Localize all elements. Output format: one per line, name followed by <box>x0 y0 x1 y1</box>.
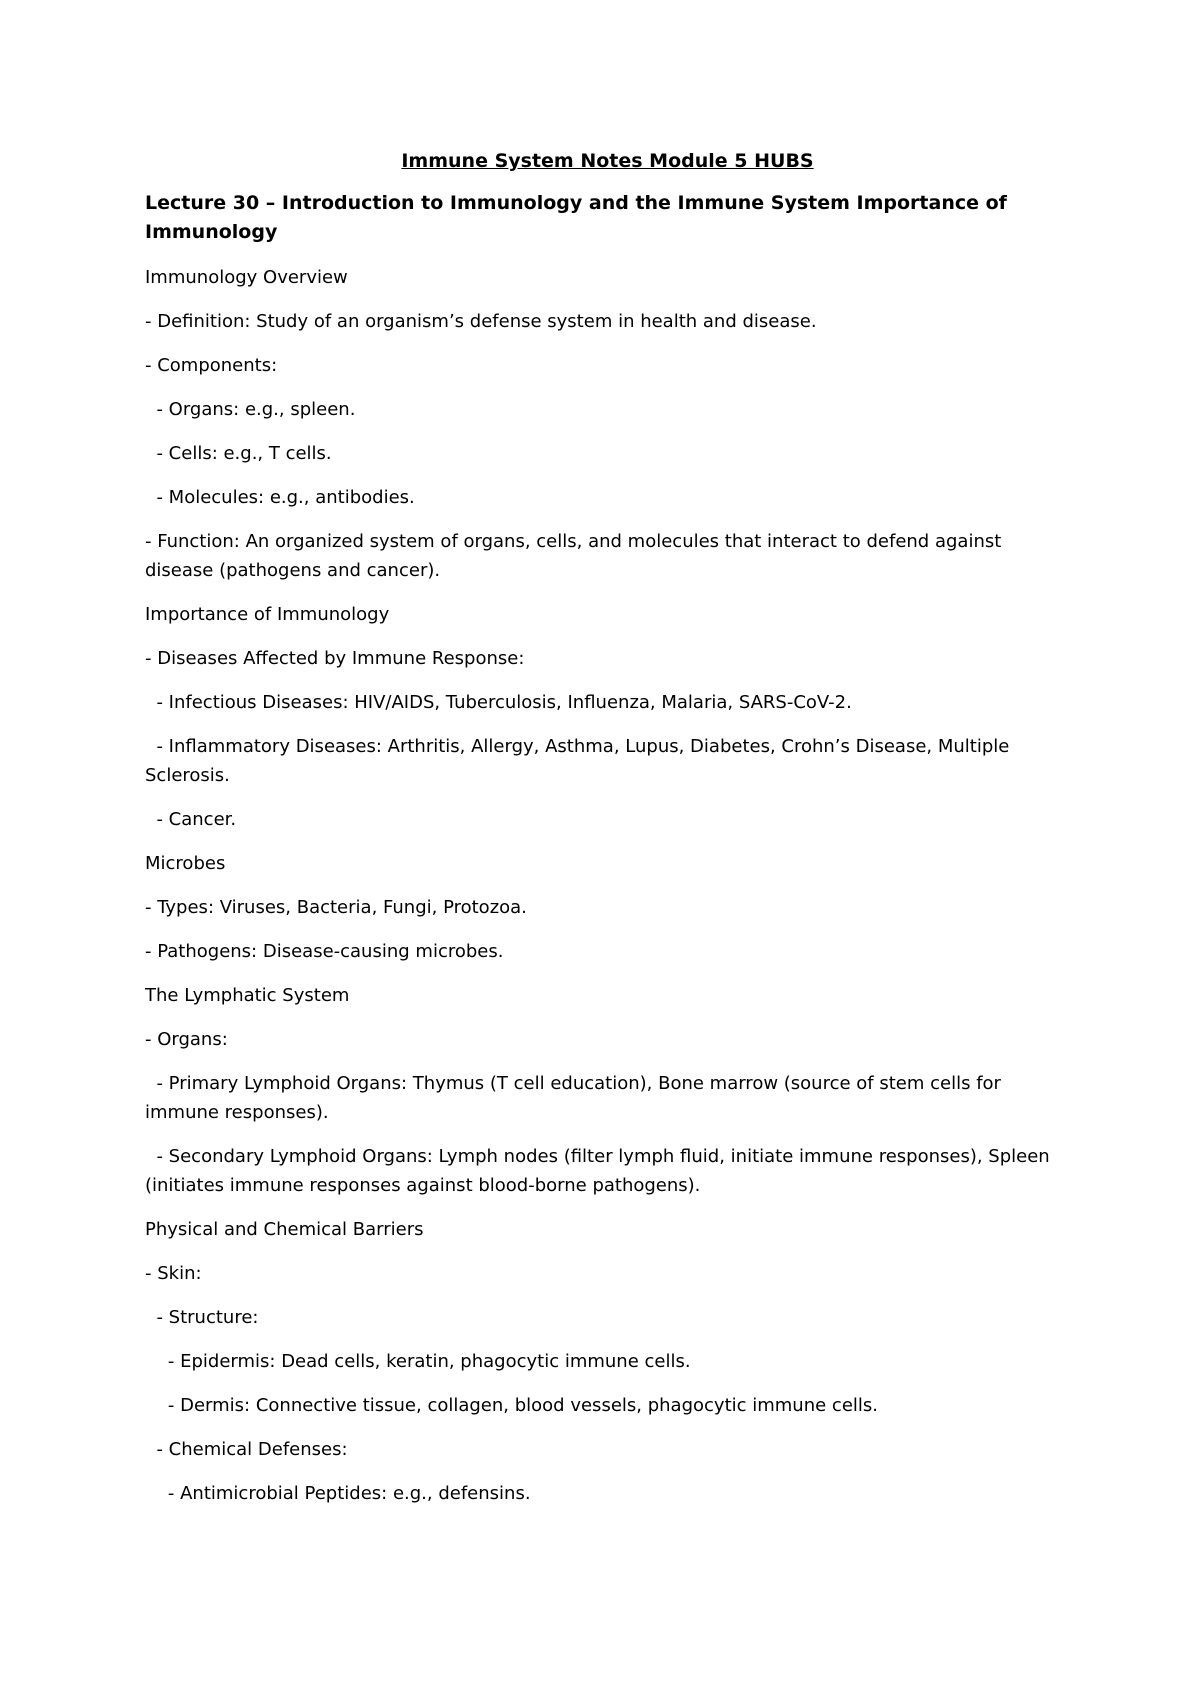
paragraph: - Skin: <box>145 1263 202 1284</box>
paragraph: - Structure: <box>145 1307 259 1328</box>
paragraph: - Chemical Defenses: <box>145 1439 348 1460</box>
paragraph: - Definition: Study of an organism’s defense system in health and disease. <box>145 311 817 332</box>
paragraph: - Antimicrobial Peptides: e.g., defensins. <box>145 1483 531 1504</box>
document-body <box>145 148 1070 1523</box>
paragraph: - Pathogens: Disease-causing microbes. <box>145 941 504 962</box>
paragraph: - Organs: e.g., spleen. <box>145 399 356 420</box>
paragraph: - Function: An organized system of organs, cells, and molecules that interact to defend against disease (pathogens and cancer). <box>145 531 1008 581</box>
paragraph: Microbes <box>145 853 226 874</box>
paragraph: - Primary Lymphoid Organs: Thymus (T cell education), Bone marrow (source of stem cells for immune responses). <box>145 1073 1007 1123</box>
paragraph: The Lymphatic System <box>145 985 350 1006</box>
paragraph: - Epidermis: Dead cells, keratin, phagocytic immune cells. <box>145 1351 691 1372</box>
document-title: Immune System Notes Module 5 HUBS <box>401 150 814 172</box>
paragraph: - Components: <box>145 355 278 376</box>
paragraph: Physical and Chemical Barriers <box>145 1219 424 1240</box>
paragraph: - Inflammatory Diseases: Arthritis, Allergy, Asthma, Lupus, Diabetes, Crohn’s Disease, Multiple Sclerosis. <box>145 736 1016 786</box>
paragraph: - Secondary Lymphoid Organs: Lymph nodes (filter lymph fluid, initiate immune responses), Spleen (initiates immune responses against blood-borne pathogens). <box>145 1146 1056 1196</box>
paragraph: - Diseases Affected by Immune Response: <box>145 648 525 669</box>
paragraph: - Dermis: Connective tissue, collagen, blood vessels, phagocytic immune cells. <box>145 1395 878 1416</box>
paragraph: - Cancer. <box>145 809 237 830</box>
lecture-heading: Lecture 30 – Introduction to Immunology and the Immune System Importance of Immunology <box>145 192 1007 243</box>
paragraph: - Cells: e.g., T cells. <box>145 443 332 464</box>
paragraph: - Organs: <box>145 1029 228 1050</box>
paragraph: - Molecules: e.g., antibodies. <box>145 487 415 508</box>
paragraph: Importance of Immunology <box>145 604 390 625</box>
paragraph: Immunology Overview <box>145 267 348 288</box>
paragraph: - Infectious Diseases: HIV/AIDS, Tuberculosis, Influenza, Malaria, SARS-CoV-2. <box>145 692 852 713</box>
paragraph: - Types: Viruses, Bacteria, Fungi, Protozoa. <box>145 897 527 918</box>
